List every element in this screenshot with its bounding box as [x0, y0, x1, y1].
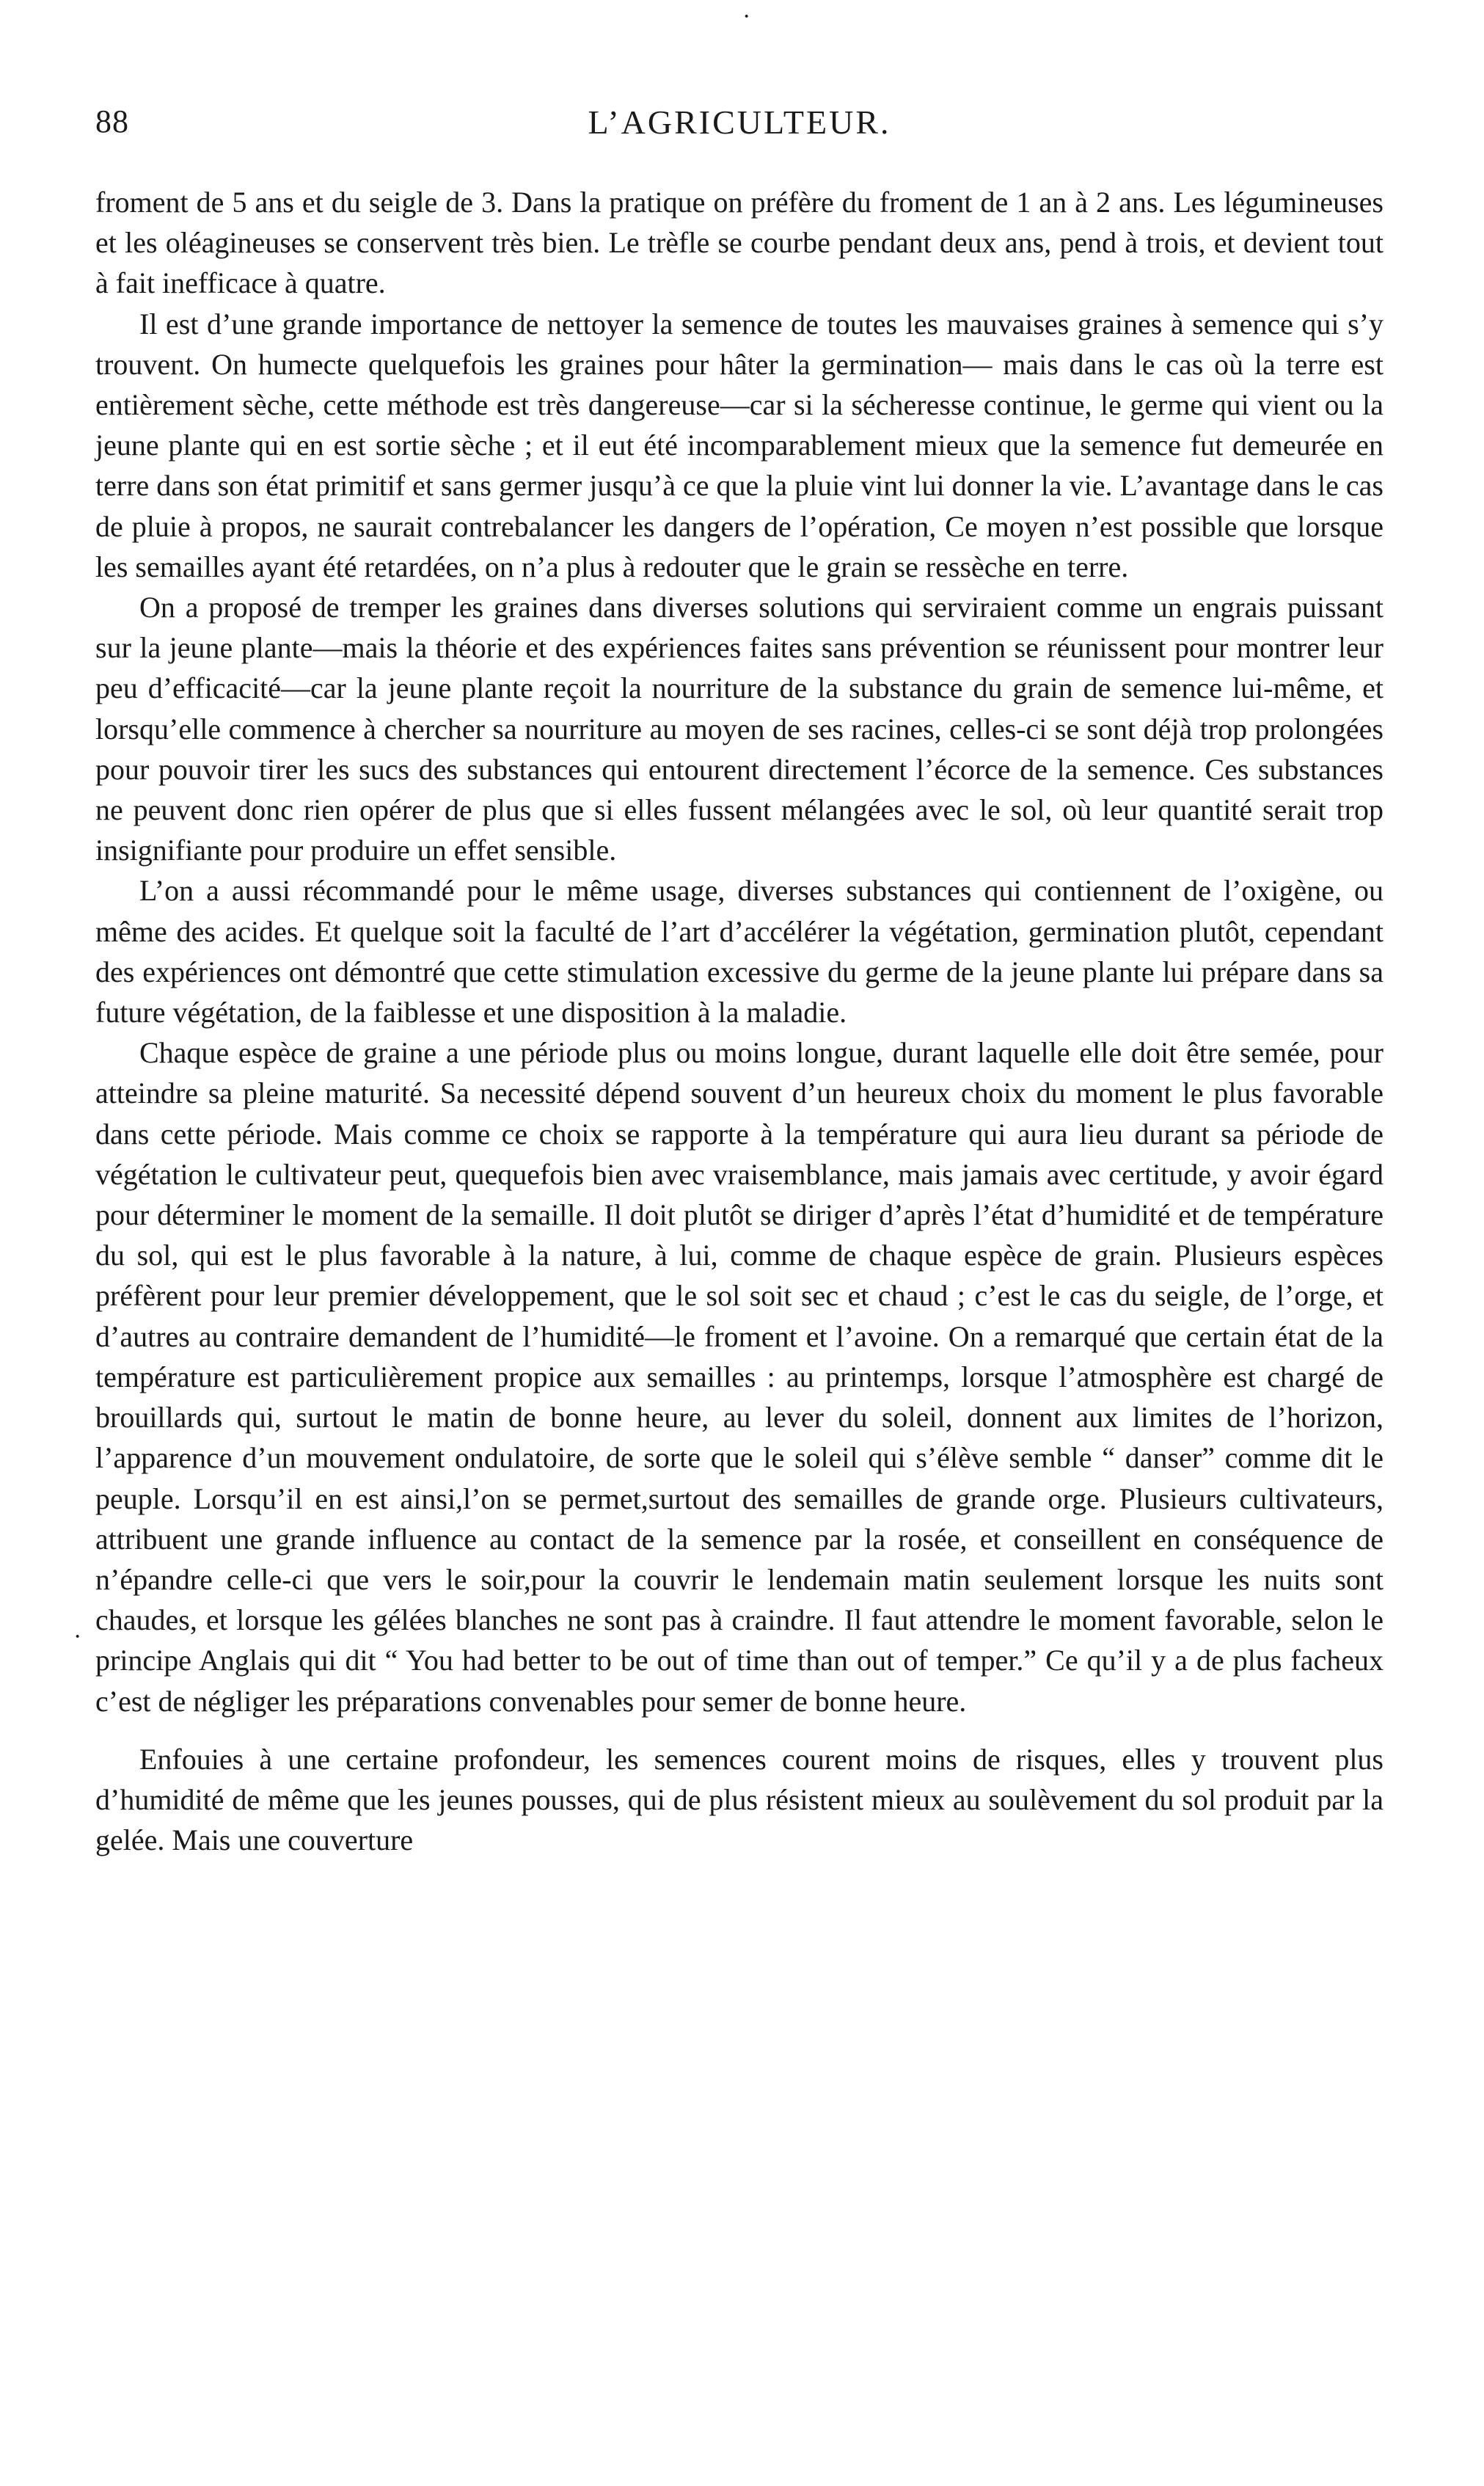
- page-number: 88: [95, 103, 129, 139]
- body-text: [95, 182, 1384, 1860]
- paragraph-2: Il est d’une grande importance de nettoyer la semence de toutes les mauvaises graines à semence qui s’y trouvent. On humecte quelquefois les graines pour hâter la germination— mais dans le cas où la terre est entièrement sèche, cette méthode est très dangereuse—car si la sécheresse continue, le germe qui vient ou la jeune plante qui en est sortie sèche ; et il eut été incomparablement mieux que la semence fut demeurée en terre dans son état primitif et sans germer jusqu’à ce que la pluie vint lui donner la vie. L’avantage dans le cas de pluie à propos, ne saurait contrebalancer les dangers de l’opération, Ce moyen n’est possible que lorsque les semailles ayant été retardées, on n’a plus à redouter que le grain se ressèche en terre.: [95, 307, 1384, 583]
- paragraph-3: On a proposé de tremper les graines dans diverses solutions qui serviraient comme un engrais puissant sur la jeune plante—mais la théorie et des expériences faites sans prévention se réunissent pour montrer leur peu d’efficacité—car la jeune plante reçoit la nourriture de la substance du grain de semence lui-même, et lorsqu’elle commence à chercher sa nourriture au moyen de ses racines, celles-ci se sont déjà trop prolongées pour pouvoir tirer les sucs des substances qui entourent directement l’écorce de la semence. Ces substances ne peuvent donc rien opérer de plus que si elles fussent mélangées avec le sol, où leur quantité serait trop insignifiante pour produire un effet sensible.: [95, 591, 1384, 867]
- paragraph-4: L’on a aussi récommandé pour le même usage, diverses substances qui contiennent de l’oxigène, ou même des acides. Et quelque soit la faculté de l’art d’accélérer la végétation, germination plutôt, cependant des expériences ont démontré que cette stimulation excessive du germe de la jeune plante lui prépare dans sa future végétation, de la faiblesse et une disposition à la maladie.: [95, 874, 1384, 1029]
- top-ink-mark: ·: [742, 3, 751, 30]
- page-header: [95, 103, 1384, 154]
- running-title: L’AGRICULTEUR.: [588, 103, 891, 141]
- paragraph-5: Chaque espèce de graine a une période plus ou moins longue, durant laquelle elle doit être semée, pour atteindre sa pleine maturité. Sa necessité dépend souvent d’un heureux choix du moment le plus favorable dans cette période. Mais comme ce choix se rapporte à la température qui aura lieu durant sa période de végétation le cultivateur peut, quequefois bien avec vraisemblance, mais jamais avec certitude, y avoir égard pour déterminer le moment de la semaille. Il doit plutôt se diriger d’après l’état d’humidité et de température du sol, qui est le plus favorable à la nature, à lui, comme de chaque espèce de grain. Plusieurs espèces préfèrent pour leur premier développement, que le sol soit sec et chaud ; c’est le cas du seigle, de l’orge, et d’autres au contraire demandent de l’humidité—le froment et l’avoine. On a remarqué que certain état de la température est particulièrement propice aux semailles : au printemps, lorsque l’atmosphère est chargé de brouillards qui, surtout le matin de bonne heure, au lever du soleil, donnent aux limites de l’horizon, l’apparence d’un mouvement ondulatoire, de sorte que le soleil qui s’élève semble “ danser” comme dit le peuple. Lorsqu’il en est ainsi,l’on se permet,surtout des semailles de grande orge. Plusieurs cultivateurs, attribuent une grande influence au contact de la semence par la rosée, et conseillent en conséquence de n’épandre celle-ci que vers le soir,pour la couvrir le lendemain matin seulement lorsque les nuits sont chaudes, et lorsque les gélées blanches ne sont pas à craindre. Il faut attendre le moment favorable, selon le principe Anglais qui dit “ You had better to be out of time than out of temper.” Ce qu’il y a de plus facheux c’est de négliger les préparations convenables pour semer de bonne heure.: [95, 1036, 1384, 1718]
- margin-ink-mark: ·: [73, 1623, 82, 1650]
- paragraph-1: froment de 5 ans et du seigle de 3. Dans la pratique on préfère du froment de 1 an à 2 ans. Les légumineuses et les oléagineuses se conservent très bien. Le trèfle se courbe pendant deux ans, pend à trois, et devient tout à fait inefficace à quatre.: [95, 186, 1384, 300]
- paragraph-6: Enfouies à une certaine profondeur, les semences courent moins de risques, elles y trouvent plus d’humidité de même que les jeunes pousses, qui de plus résistent mieux au soulèvement du sol produit par la gelée. Mais une couverture: [95, 1742, 1384, 1857]
